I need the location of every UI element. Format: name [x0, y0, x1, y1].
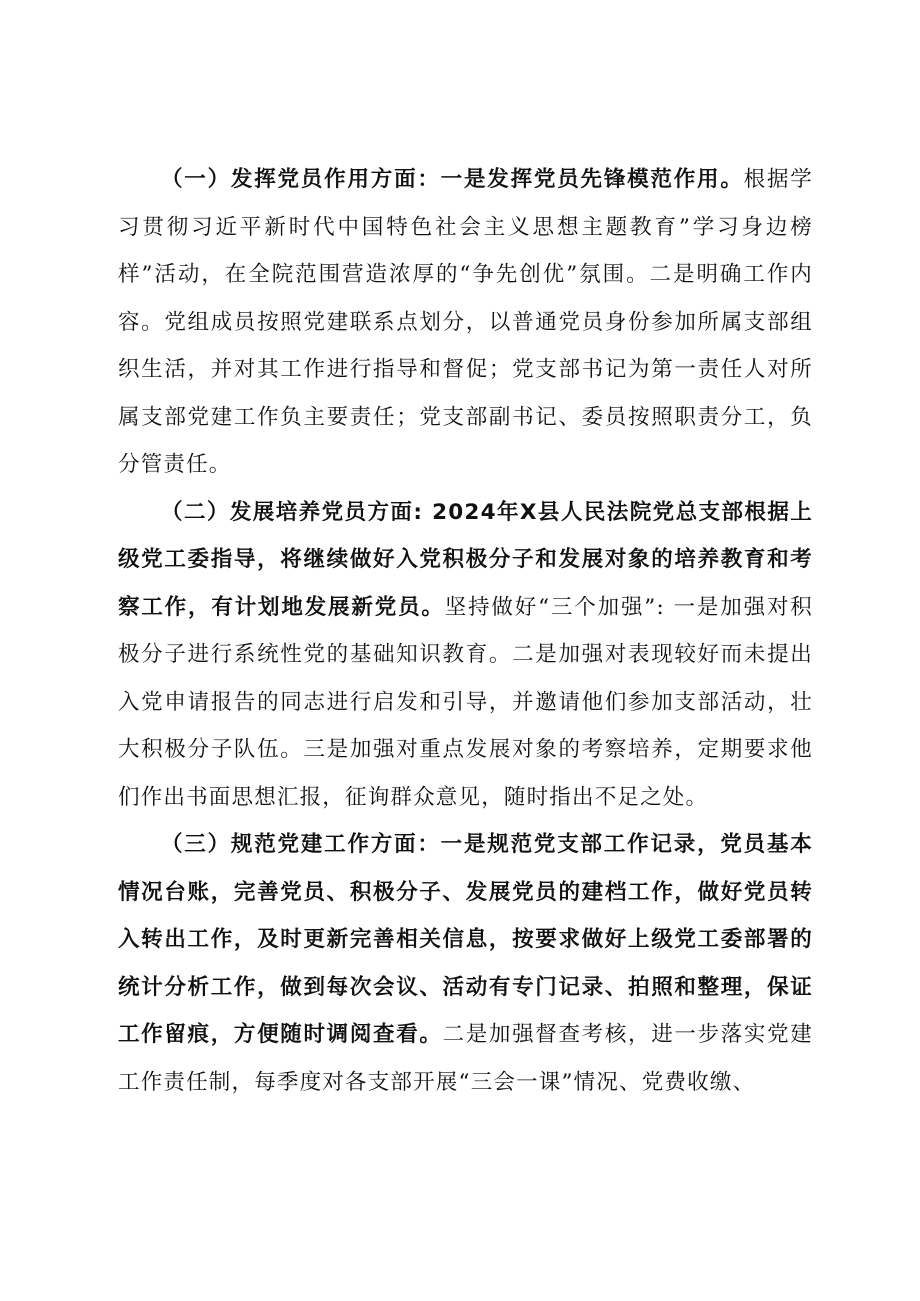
paragraph-text: 二是加强督查考核，进一步落实党建工作责任制，每季度对各支部开展“三会一课”情况、党费收缴、 [118, 1022, 813, 1095]
paragraph-standardize-party-work [118, 821, 813, 1106]
paragraph-party-member-role [118, 156, 813, 489]
paragraph-member-development [118, 489, 813, 822]
paragraph-heading: （二）发展培养党员方面: 2024年X县人民法院党总支部根据上级党工委指导，将继续做好入党积极分子和发展对象的培养教育和考察工作，有计划地发展新党员。 [118, 499, 813, 620]
paragraph-text: 坚持做好“三个加强”: 一是加强对积极分子进行系统性党的基础知识教育。二是加强对表现较好而未提出入党申请报告的同志进行启发和引导，并邀请他们参加支部活动，壮大积极分子队伍。三是加强对重点发展对象的考察培养，定期要求他们作出书面思想汇报，征询群众意见，随时指出不足之处。 [118, 594, 813, 810]
paragraph-heading: （一）发挥党员作用方面：一是发挥党员先锋模范作用。 [161, 167, 744, 192]
paragraph-text: 根据学习贯彻习近平新时代中国特色社会主义思想主题教育”学习身边榜样”活动，在全院范围营造浓厚的“争先创优”氛围。二是明确工作内容。党组成员按照党建联系点划分，以普通党员身份参加所属支部组织生活，并对其工作进行指导和督促；党支部书记为第一责任人对所属支部党建工作负主要责任；党支部副书记、委员按照职责分工，负分管责任。 [118, 167, 813, 477]
paragraph-heading: （三）规范党建工作方面：一是规范党支部工作记录，党员基本情况台账，完善党员、积极分子、发展党员的建档工作，做好党员转入转出工作，及时更新完善相关信息，按要求做好上级党工委部署的统计分析工作，做到每次会议、活动有专门记录、拍照和整理，保证工作留痕，方便随时调阅查看。 [118, 832, 813, 1047]
document-body [118, 156, 813, 1106]
